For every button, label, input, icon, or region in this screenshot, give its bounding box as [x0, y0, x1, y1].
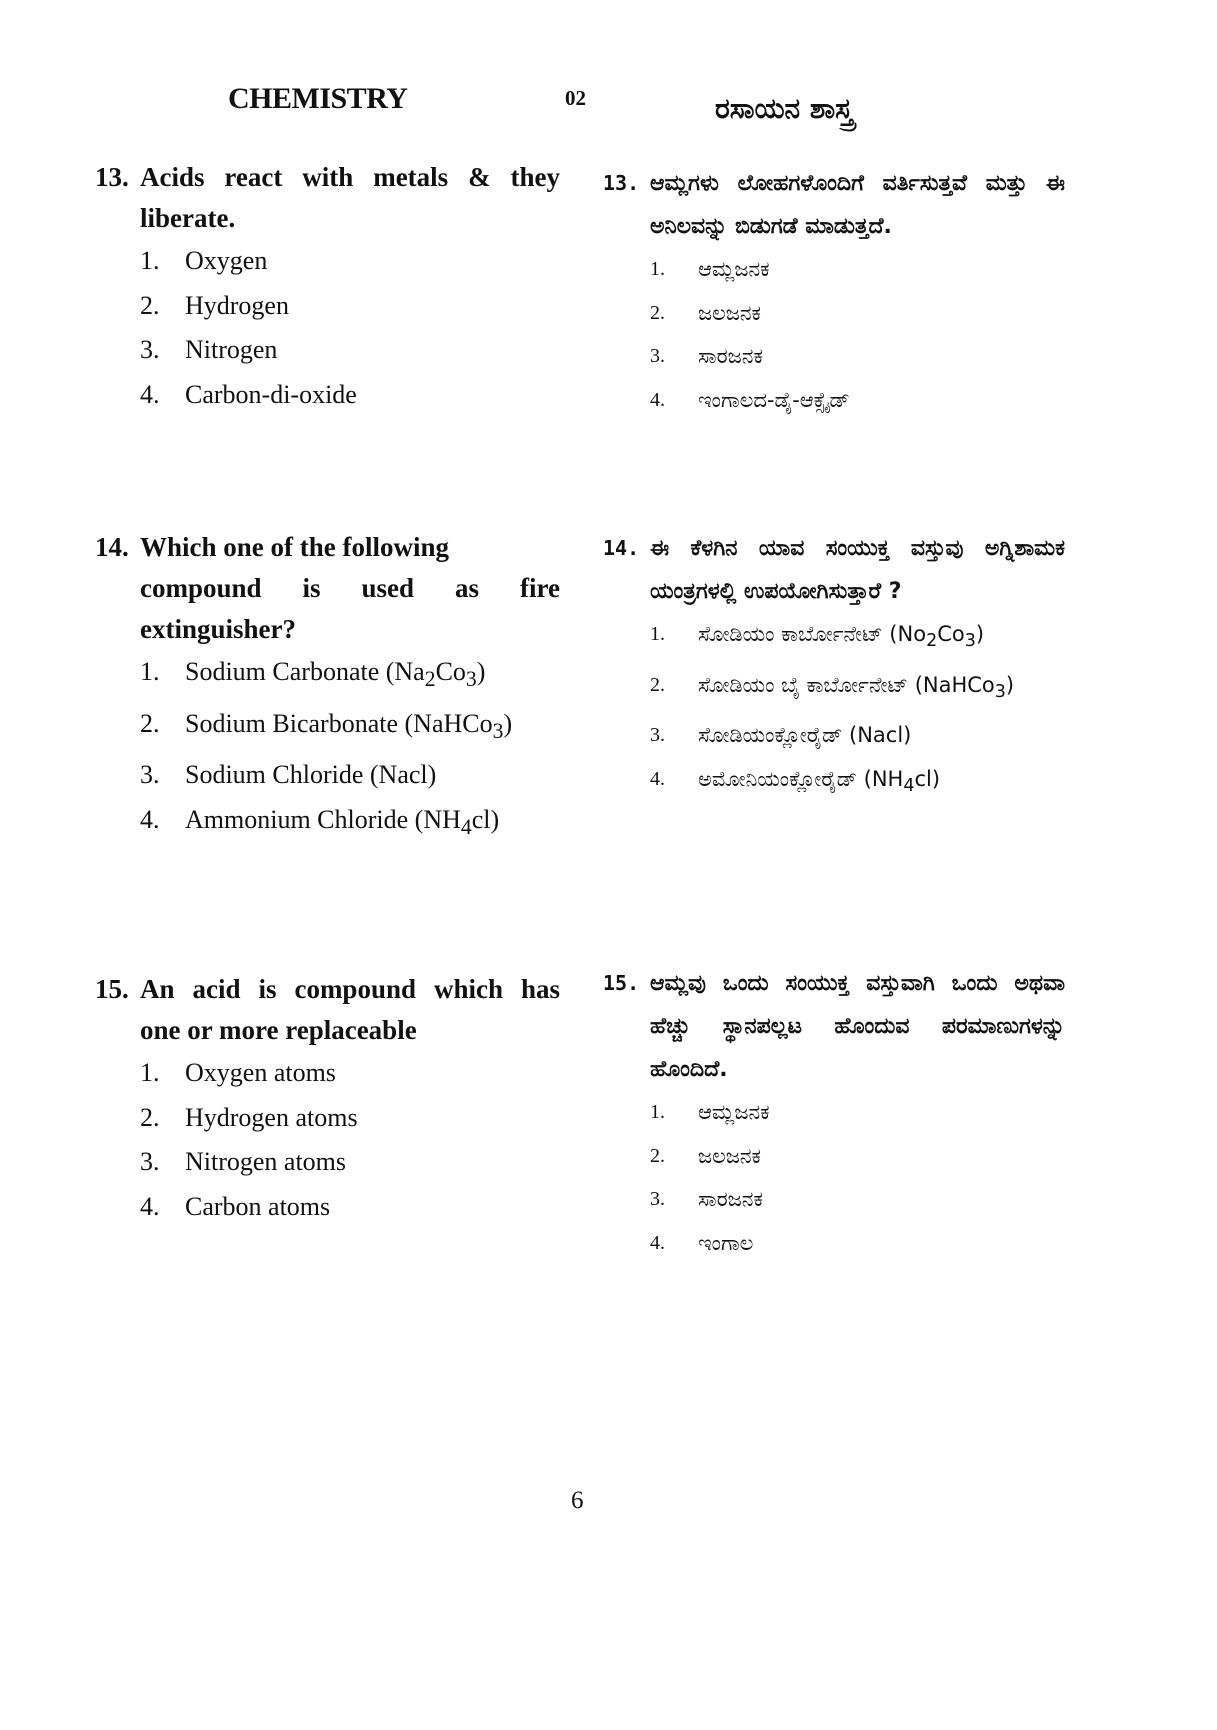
option-1: 1. Sodium Carbonate $(Na_2Co_3)$ — [140, 657, 486, 692]
option-1: 1. ಸೋಡಿಯಂ ಕಾರ್ಬೋನೇಟ್ $(No_2Co_3)$ — [650, 622, 985, 652]
question-stem — [95, 527, 560, 650]
option-3: 3. ಸೋಡಿಯಂಕ್ಲೋರೈಡ್ (Nacl) — [650, 723, 912, 748]
option-2: 2. ಜಲಜನಕ — [650, 300, 761, 325]
question-13-english — [95, 157, 560, 417]
option-1: 1. ಆಮ್ಲಜನಕ — [650, 257, 770, 281]
subject-title-kannada: ರಸಾಯನ ಶಾಸ್ತ್ರ — [715, 92, 854, 125]
option-4: 4. Carbon-di-oxide — [140, 379, 357, 409]
question-13-kannada — [603, 162, 1065, 422]
stem-line: one or more replaceable — [140, 1015, 417, 1045]
question-number: 14. — [603, 536, 640, 560]
stem-line: Acids react with metals & they — [140, 162, 560, 192]
stem-line: An acid is compound which has — [140, 974, 560, 1004]
question-stem — [603, 962, 1065, 1091]
option-1: 1. ಆಮ್ಲಜನಕ — [650, 1100, 770, 1124]
option-3: 3. Nitrogen — [140, 335, 278, 364]
question-number: 13. — [603, 171, 640, 195]
question-stem — [95, 157, 560, 239]
question-stem — [603, 162, 1065, 248]
question-stem — [95, 969, 560, 1051]
page-number: 6 — [571, 1487, 584, 1514]
option-2: 2. Hydrogen atoms — [140, 1102, 358, 1132]
option-2: 2. Hydrogen — [140, 290, 289, 320]
question-number: 14. — [95, 532, 129, 562]
question-15-english — [95, 969, 560, 1229]
subject-title-english: CHEMISTRY — [228, 82, 408, 115]
question-14-english — [95, 527, 560, 850]
option-1: 1. Oxygen atoms — [140, 1058, 336, 1087]
option-3: 3. ಸಾರಜನಕ — [650, 344, 763, 368]
option-3: 3. Nitrogen atoms — [140, 1147, 347, 1176]
option-1: 1. Oxygen — [140, 246, 268, 275]
stem-line: liberate. — [140, 203, 236, 233]
paper-code: 02 — [565, 86, 586, 110]
question-stem — [603, 527, 1065, 613]
stem-text: ಈ ಕೆಳಗಿನ ಯಾವ ಸಂಯುಕ್ತ ವಸ್ತುವು ಅಗ್ನಿಶಾಮಕ ಯಂತ್ರಗಳಲ್ಲಿ ಉಪಯೋಗಿಸುತ್ತಾರೆ ? — [650, 536, 1065, 604]
stem-line: Which one of the following — [140, 532, 450, 562]
option-2: 2. ಸೋಡಿಯಂ ಬೈ ಕಾರ್ಬೋನೇಟ್ (NaHCo$_3$) — [650, 672, 1015, 702]
option-4: 4. ಅಮೋನಿಯಂಕ್ಲೋರೈಡ್ $(NH_4cl)$ — [650, 766, 941, 797]
option-3: 3. ಸಾರಜನಕ — [650, 1187, 763, 1211]
question-15-kannada — [603, 962, 1065, 1265]
option-3: 3. Sodium Chloride (Nacl) — [140, 760, 437, 790]
option-2: 2. ಜಲಜನಕ — [650, 1143, 761, 1168]
option-4: 4. Carbon atoms — [140, 1191, 331, 1221]
option-2: 2. Sodium Bicarbonate (NaHCo$_3$) — [140, 708, 513, 743]
question-number: 13. — [95, 162, 129, 192]
option-4: 4. ಇಂಗಾಲದ-ಡೈ-ಆಕ್ಸೈಡ್ — [650, 387, 850, 412]
question-number: 15. — [95, 974, 129, 1004]
question-number: 15. — [603, 971, 640, 995]
stem-text: ಆಮ್ಲವು ಒಂದು ಸಂಯುಕ್ತ ವಸ್ತುವಾಗಿ ಒಂದು ಅಥವಾ ಹೆಚ್ಚು ಸ್ಥಾನಪಲ್ಲಟ ಹೊಂದುವ ಪರಮಾಣುಗಳನ್ನು ಹೊಂದಿದೆ. — [650, 971, 1065, 1082]
option-4: 4. Ammonium Chloride $(NH_4cl)$ — [140, 804, 500, 840]
option-4: 4. ಇಂಗಾಲ — [650, 1230, 754, 1255]
stem-text: ಆಮ್ಲಗಳು ಲೋಹಗಳೊಂದಿಗೆ ವರ್ತಿಸುತ್ತವೆ ಮತ್ತು ಈ ಅನಿಲವನ್ನು ಬಿಡುಗಡೆ ಮಾಡುತ್ತದೆ. — [650, 171, 1065, 239]
stem-line: compound is used as fire — [140, 573, 560, 603]
question-14-kannada — [603, 527, 1065, 809]
stem-line: extinguisher? — [140, 614, 297, 644]
